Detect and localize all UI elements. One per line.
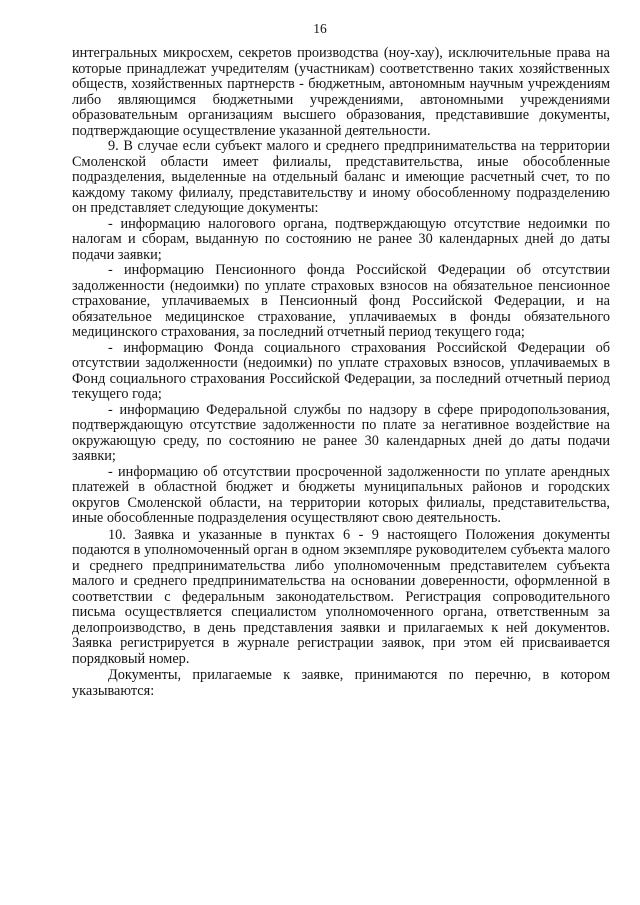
list-item-rent-debt-info: - информацию об отсутствии просроченной задолженности по уплате арендных платежей в областной бюджет и бюджеты муниципальных районов и городских округов Смоленской области, на территории которых филиалы, представительства, иные обособленные подразделения осуществляют свою деятельность. [72, 463, 610, 526]
paragraph-item-9: 9. В случае если субъект малого и среднего предпринимательства на территории Смоленской области имеет филиалы, представительства, иные обособленные подразделения, выделенные на отдельный баланс и имеющие расчетный счет, то по каждому такому филиалу, представительству и иному обособленному подразделению он представляет следующие документы: [72, 138, 610, 216]
list-item-tax-info: - информацию налогового органа, подтверждающую отсутствие недоимки по налогам и сборам, выданную по состоянию не ранее 30 календарных дней до даты подачи заявки; [72, 215, 610, 263]
list-item-nature-service-info: - информацию Федеральной службы по надзору в сфере природопользования, подтверждающую отсутствие задолженности по плате за негативное воздействие на окружающую среду, по состоянию не ранее 30 календарных дней до даты подачи заявки; [72, 401, 610, 464]
page-number: 16 [313, 21, 327, 36]
paragraph-continuation: интегральных микросхем, секретов производства (ноу-хау), исключительные права на которые принадлежат учредителям (участникам) соответственно таких хозяйственных обществ, хозяйственных партнерств - бюджетным, автономным научным учреждениям либо являющимся бюджетными учреждениями, автономными учреждениями образовательным организациям высшего образования, представившие документы, подтверждающие осуществление указанной деятельности. [72, 45, 610, 139]
paragraph-item-10: 10. Заявка и указанные в пунктах 6 - 9 настоящего Положения документы подаются в уполномоченный орган в одном экземпляре руководителем субъекта малого и среднего предпринимательства либо уполномоченным представителем субъекта малого и среднего предпринимательства на основании доверенности, оформленной в соответствии с федеральным законодательством. Регистрация сопроводительного письма осуществляется специалистом уполномоченного органа, ответственным за делопроизводство, в день представления заявки и прилагаемых к ней документов. Заявка регистрируется в журнале регистрации заявок, при этом ей присваивается порядковый номер. [72, 526, 610, 667]
list-item-pension-fund-info: - информацию Пенсионного фонда Российской Федерации об отсутствии задолженности (недоимки) по уплате страховых взносов на обязательное пенсионное страхование, уплачиваемых в Пенсионный фонд Российской Федерации, и на обязательное медицинское страхование, уплачиваемых в фонды обязательного медицинского страхования, за последний отчетный период текущего года; [72, 262, 610, 340]
document-body [72, 46, 610, 699]
list-item-social-insurance-info: - информацию Фонда социального страхования Российской Федерации об отсутствии задолженности (недоимки) по уплате страховых взносов, уплачиваемых в Фонд социального страхования Российской Федерации, за последний отчетный период текущего года; [72, 339, 610, 402]
paragraph-documents-list: Документы, прилагаемые к заявке, принимаются по перечню, в котором указываются: [72, 667, 610, 699]
